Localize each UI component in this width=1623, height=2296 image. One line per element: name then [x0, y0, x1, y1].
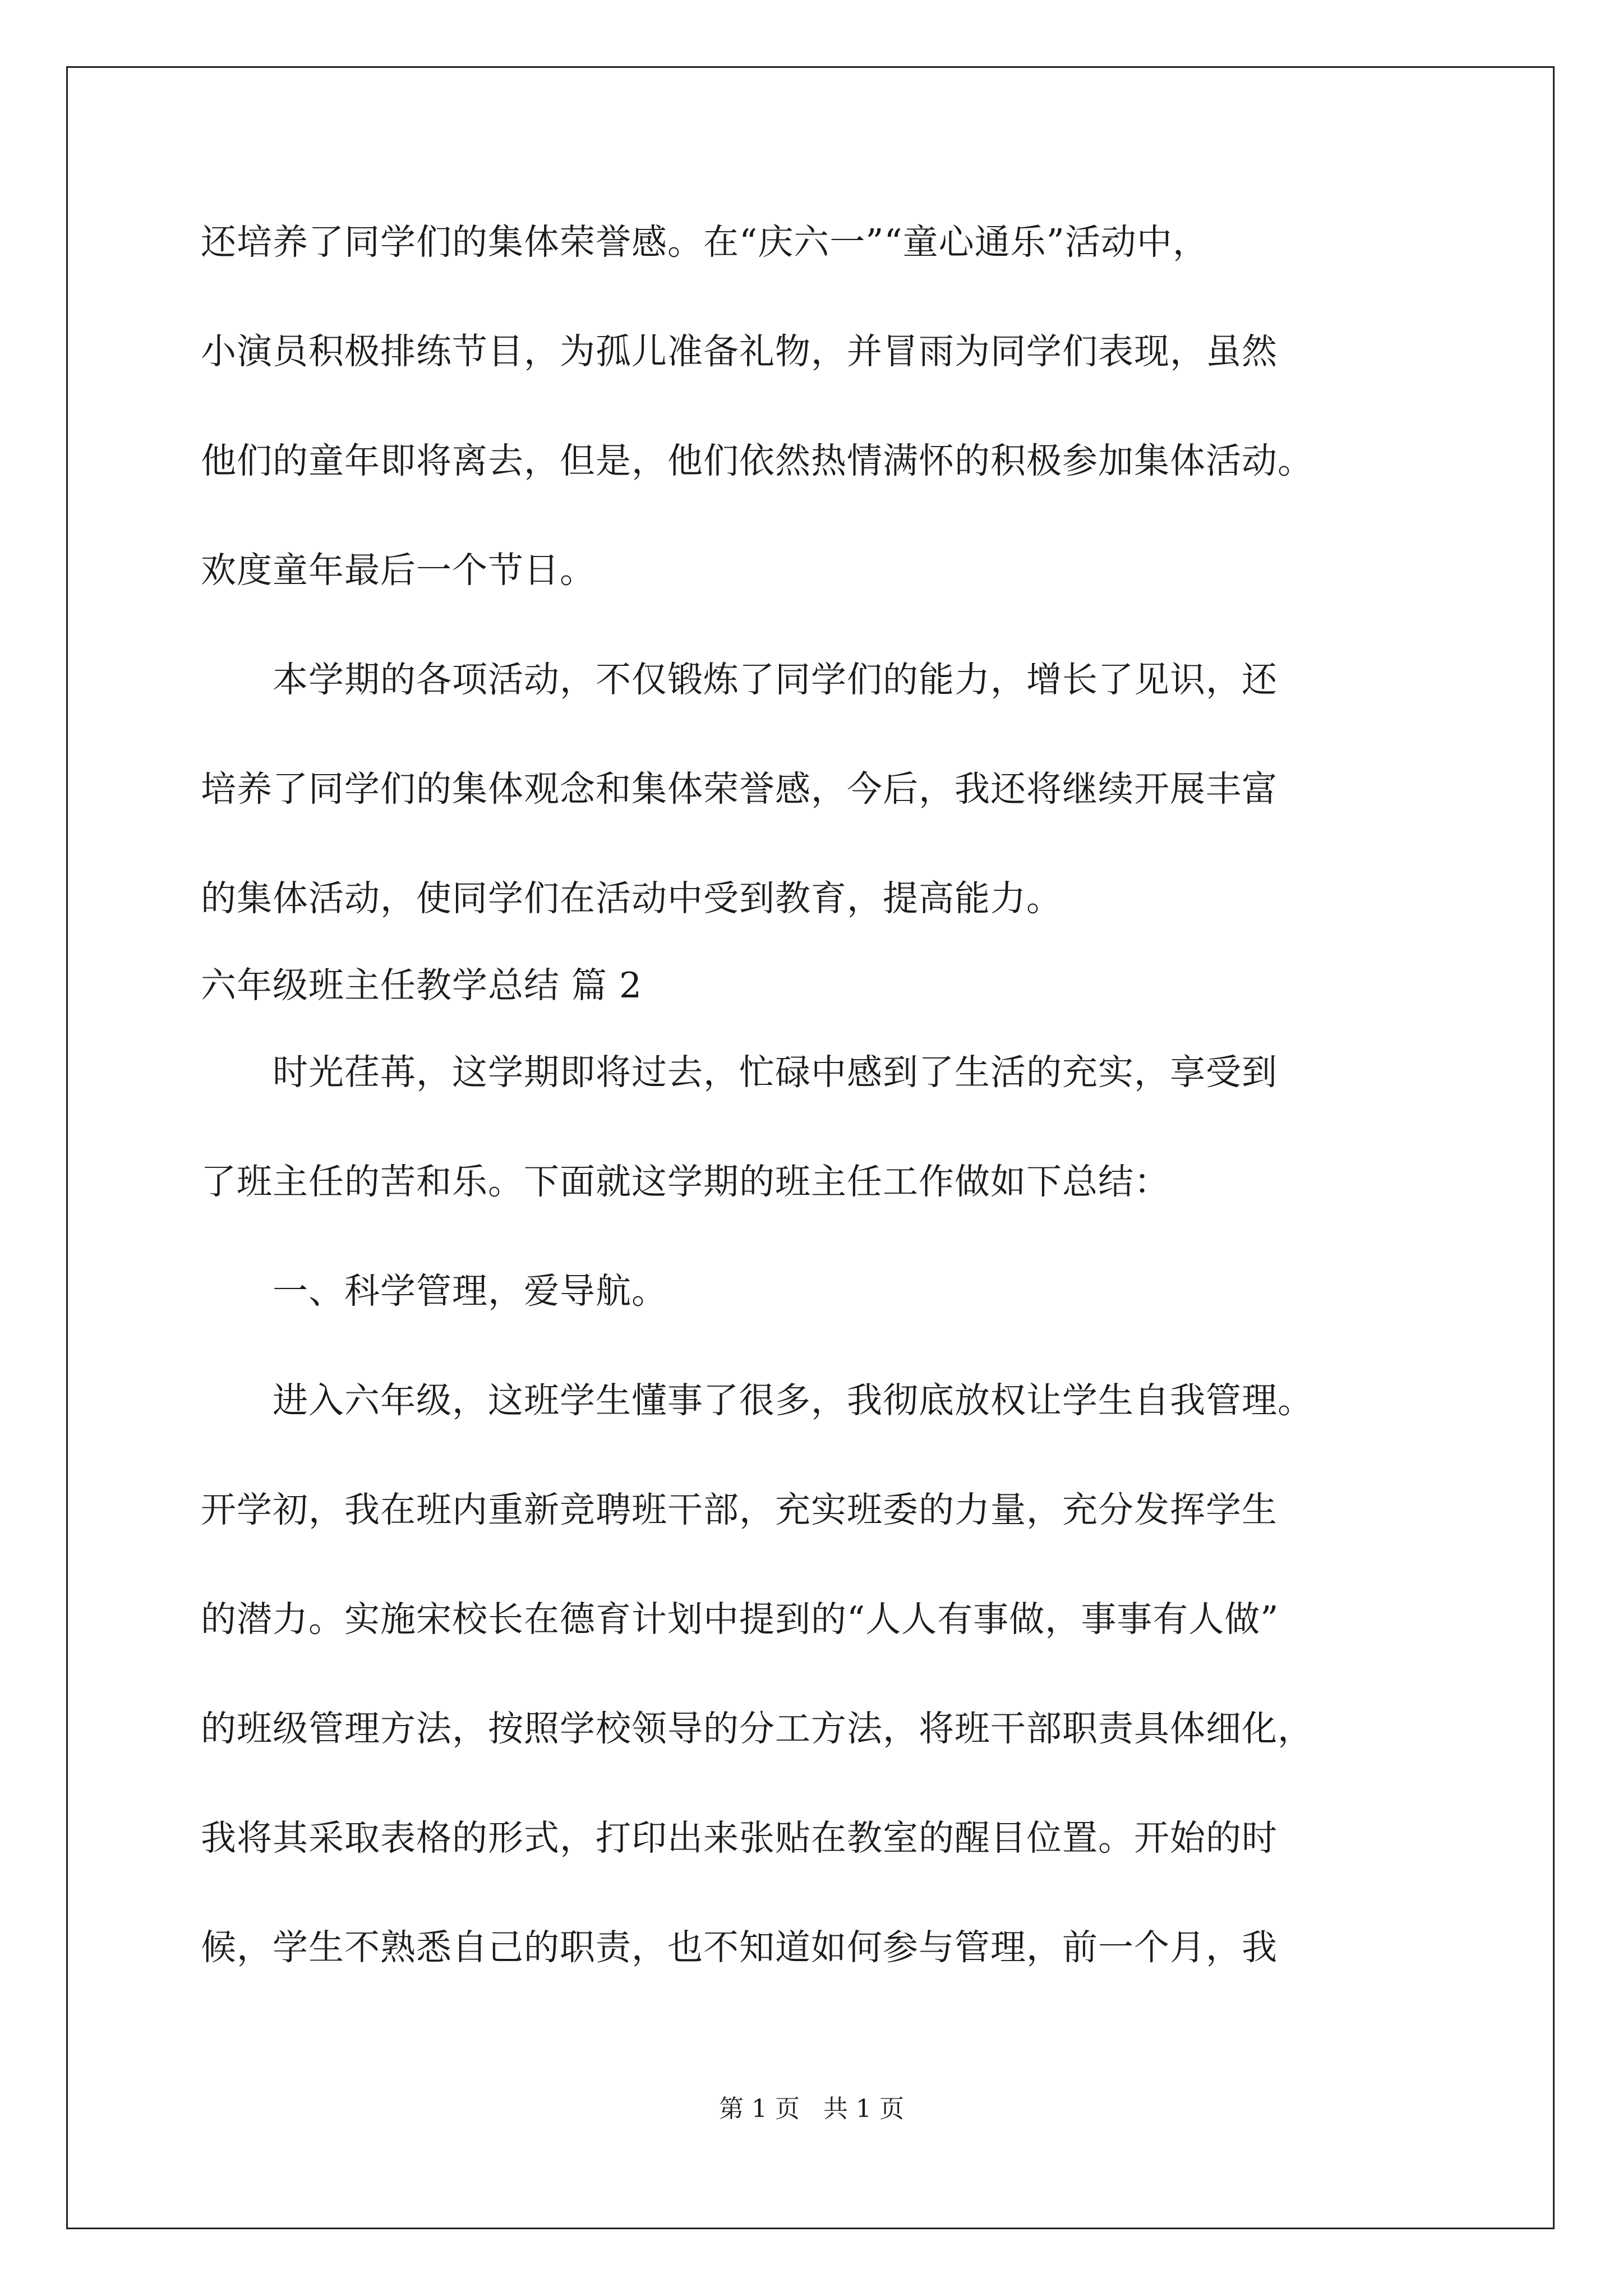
text-line: 了班主任的苦和乐。下面就这学期的班主任工作做如下总结： — [201, 1161, 1170, 1202]
text-line: 一、科学管理，爱导航。 — [201, 1271, 667, 1312]
text-line: 欢度童年最后一个节日。 — [201, 550, 596, 591]
text-line: 我将其采取表格的形式，打印出来张贴在教室的醒目位置。开始的时 — [201, 1818, 1278, 1858]
section-heading: 六年级班主任教学总结 篇 2 — [201, 965, 643, 1006]
page-border — [66, 66, 1555, 2229]
text-line: 时光荏苒，这学期即将过去，忙碌中感到了生活的充实，享受到 — [201, 1052, 1278, 1093]
text-line: 培养了同学们的集体观念和集体荣誉感，今后，我还将继续开展丰富 — [201, 769, 1278, 809]
text-line: 进入六年级，这班学生懂事了很多，我彻底放权让学生自我管理。 — [201, 1380, 1313, 1421]
text-line: 的集体活动，使同学们在活动中受到教育，提高能力。 — [201, 878, 1062, 919]
page-footer: 第 1 页 共 1 页 — [719, 2095, 904, 2123]
text-line: 候，学生不熟悉自己的职责，也不知道如何参与管理，前一个月，我 — [201, 1927, 1278, 1968]
text-line: 的潜力。实施宋校长在德育计划中提到的“人人有事做，事事有人做” — [201, 1599, 1279, 1640]
text-line: 本学期的各项活动，不仅锻炼了同学们的能力，增长了见识，还 — [201, 659, 1278, 700]
text-line: 的班级管理方法，按照学校领导的分工方法，将班干部职责具体细化， — [201, 1708, 1313, 1749]
text-line: 他们的童年即将离去，但是，他们依然热情满怀的积极参加集体活动。 — [201, 440, 1313, 481]
text-line: 小演员积极排练节目，为孤儿准备礼物，并冒雨为同学们表现，虽然 — [201, 331, 1278, 372]
text-line: 还培养了同学们的集体荣誉感。在“庆六一”“童心通乐”活动中， — [201, 222, 1209, 263]
text-line: 开学初，我在班内重新竞聘班干部，充实班委的力量，充分发挥学生 — [201, 1489, 1278, 1530]
